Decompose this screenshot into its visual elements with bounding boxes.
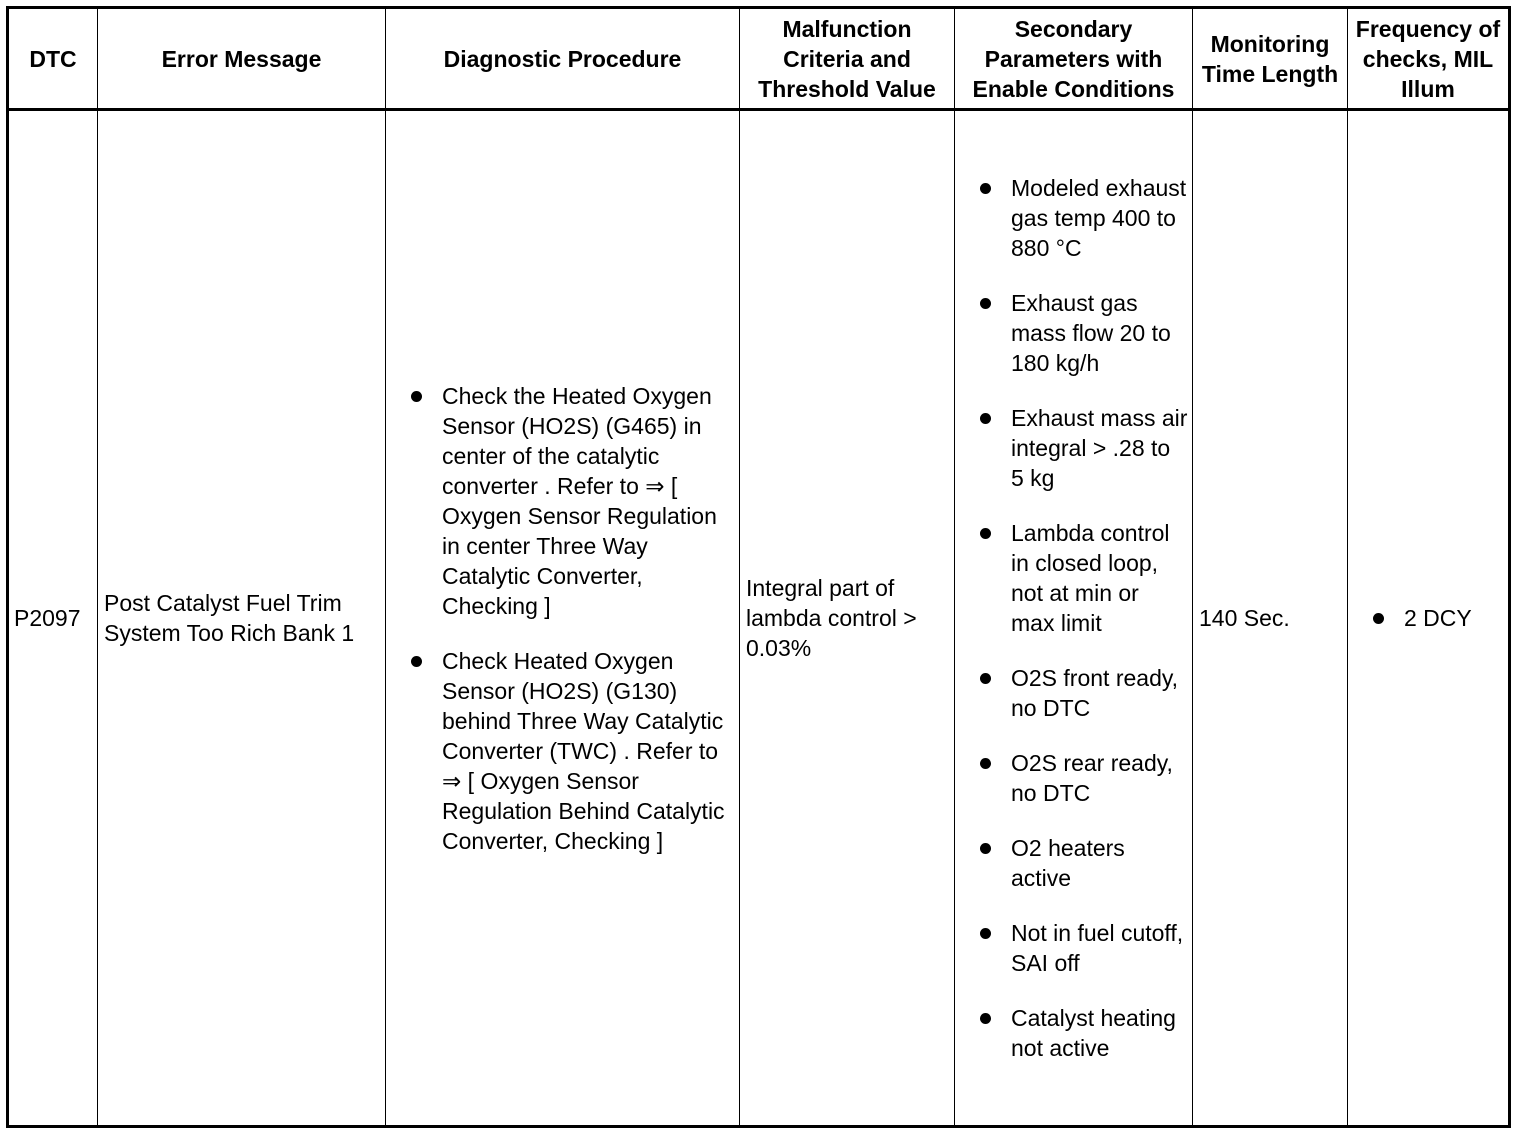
procedure-list: [386, 381, 739, 856]
parameter-item: O2 heaters active: [1011, 833, 1188, 893]
parameter-item: Exhaust mass air integral > .28 to 5 kg: [1011, 405, 1188, 491]
parameter-item: O2S front ready, no DTC: [1011, 663, 1188, 723]
cell-diagnostic-procedure: [386, 110, 740, 1127]
header-monitoring-time: Monitoring Time Length: [1193, 8, 1348, 110]
header-malfunction-criteria: Malfunction Criteria and Threshold Value: [740, 8, 955, 110]
procedure-item: Check the Heated Oxygen Sensor (HO2S) (G465) in center of the catalytic converter . Refer to ⇒ [ Oxygen Sensor Regulation in center Three Way Catalytic Converter, Checking ]: [442, 381, 735, 621]
parameter-item: Modeled exhaust gas temp 400 to 880 °C: [1011, 175, 1187, 261]
header-dtc: DTC: [8, 8, 98, 110]
cell-malfunction-criteria: Integral part of lambda control > 0.03%: [740, 110, 955, 1127]
table-row: [8, 110, 1510, 1127]
procedure-item: Check Heated Oxygen Sensor (HO2S) (G130) behind Three Way Catalytic Converter (TWC) . Refer to ⇒ [ Oxygen Sensor Regulation Behind Catalytic Converter, Checking ]: [442, 646, 735, 856]
parameter-item: Lambda control in closed loop, not at min or max limit: [1011, 518, 1188, 638]
frequency-item: 2 DCY: [1404, 603, 1508, 633]
secondary-parameters-list: [955, 173, 1192, 1063]
parameter-item: Not in fuel cutoff, SAI off: [1011, 918, 1188, 978]
table-header-row: [8, 8, 1510, 110]
parameter-item: Exhaust gas mass flow 20 to 180 kg/h: [1011, 288, 1188, 378]
cell-frequency: [1348, 110, 1510, 1127]
frequency-list: [1348, 603, 1508, 633]
parameter-item: Catalyst heating not active: [1011, 1003, 1188, 1063]
parameter-item: O2S rear ready, no DTC: [1011, 748, 1188, 808]
dtc-table: [6, 6, 1511, 1128]
header-secondary-parameters: Secondary Parameters with Enable Conditions: [955, 8, 1193, 110]
cell-error-message: Post Catalyst Fuel Trim System Too Rich Bank 1: [98, 110, 386, 1127]
header-frequency: Frequency of checks, MIL Illum: [1348, 8, 1510, 110]
cell-dtc-code: P2097: [8, 110, 98, 1127]
header-error-message: Error Message: [98, 8, 386, 110]
cell-monitoring-time: 140 Sec.: [1193, 110, 1348, 1127]
header-diagnostic-procedure: Diagnostic Procedure: [386, 8, 740, 110]
cell-secondary-parameters: [955, 110, 1193, 1127]
